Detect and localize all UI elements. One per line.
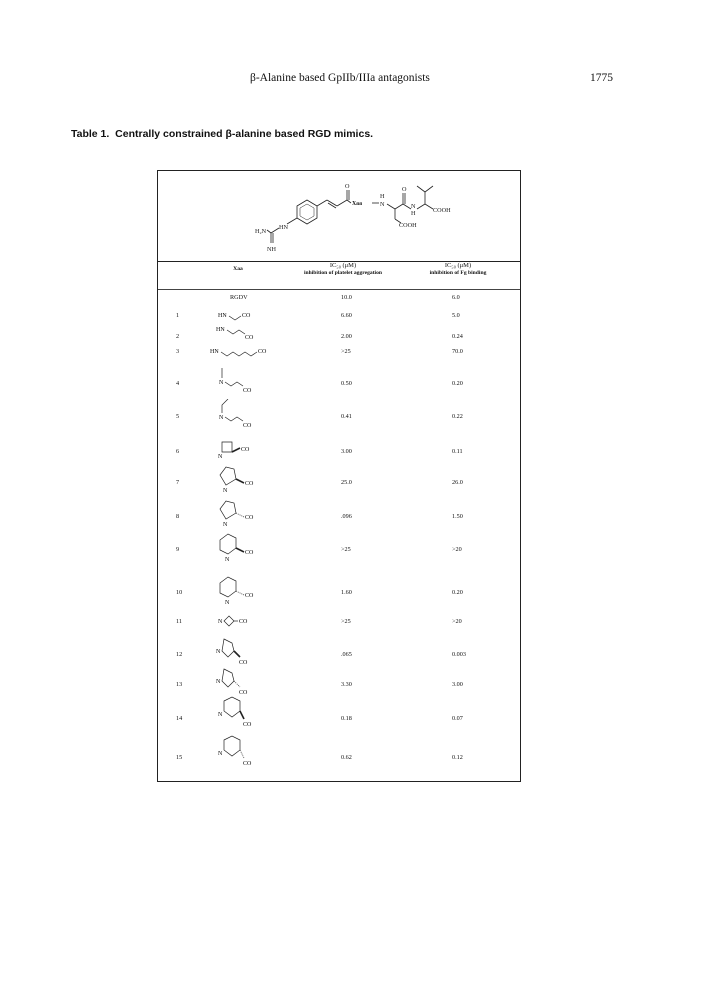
column-header-xaa (218, 266, 258, 274)
table-row (158, 546, 520, 563)
row-number: 8 (176, 513, 180, 520)
row-platelet: 3.00 (341, 448, 352, 455)
column-header-fg-title: IC₅₀ (μM) (444, 262, 472, 269)
svg-text:N: N (218, 454, 223, 460)
row-platelet: 0.41 (341, 413, 352, 420)
row-number: 2 (176, 333, 180, 340)
scaffold-n-bottom: N (411, 203, 416, 210)
svg-text:N: N (223, 488, 228, 494)
table-row (158, 448, 520, 460)
svg-text:CO: CO (243, 388, 252, 394)
xaa-structure-14 (198, 695, 278, 735)
table-rule-header (158, 289, 520, 290)
scaffold-h-bottom: H (411, 210, 416, 217)
row-fg: 0.12 (452, 754, 463, 761)
table-row (158, 712, 520, 728)
row-platelet: 10.0 (341, 294, 352, 301)
svg-text:N: N (219, 380, 224, 386)
row-number: 5 (176, 413, 180, 420)
svg-text:CO: CO (243, 423, 252, 429)
row-fg: 0.07 (452, 715, 463, 722)
table-caption-label: Table 1. (71, 128, 110, 140)
svg-text:CO: CO (245, 335, 254, 341)
svg-text:N: N (225, 557, 230, 563)
xaa-structure-6 (198, 438, 278, 464)
row-number: 7 (176, 479, 180, 486)
row-number: 1 (176, 312, 180, 319)
table-row (158, 679, 520, 696)
svg-text:CO: CO (242, 313, 251, 319)
row-fg: 0.24 (452, 333, 463, 340)
row-xaa: RGDV (230, 294, 248, 301)
xaa-structure-5 (198, 399, 278, 433)
column-header-fg (408, 262, 508, 277)
svg-text:CO: CO (243, 761, 252, 767)
svg-text:N: N (216, 679, 221, 685)
row-number: 15 (176, 754, 183, 761)
table-row (158, 380, 520, 392)
row-fg: 70.0 (452, 348, 463, 355)
scaffold-hn: HN (279, 224, 288, 231)
row-platelet: .096 (341, 513, 352, 520)
row-platelet: 3.30 (341, 681, 352, 688)
row-number: 13 (176, 681, 183, 688)
column-header-platelet (288, 262, 398, 277)
xaa-structure-7 (198, 465, 278, 499)
row-number: 9 (176, 546, 180, 553)
column-header-fg-sub: inhibition of Fg binding (429, 269, 487, 276)
scaffold-n-top: N (380, 201, 385, 208)
table-row (158, 413, 520, 429)
row-platelet: 2.00 (341, 333, 352, 340)
svg-text:HN: HN (218, 313, 227, 319)
row-number: 6 (176, 448, 180, 455)
row-fg: 0.11 (452, 448, 463, 455)
row-platelet: 1.60 (341, 589, 352, 596)
svg-text:CO: CO (239, 690, 248, 696)
xaa-structure-10 (198, 573, 278, 613)
scaffold-o2: O (402, 186, 407, 193)
xaa-structure-8 (198, 499, 278, 533)
xaa-structure-9 (198, 530, 278, 570)
svg-text:CO: CO (239, 619, 248, 625)
xaa-structure-2 (198, 323, 278, 345)
svg-text:N: N (218, 751, 223, 757)
row-fg: 3.00 (452, 681, 463, 688)
table-row (158, 589, 520, 606)
svg-text:HN: HN (210, 349, 219, 355)
svg-text:N: N (219, 415, 224, 421)
svg-text:CO: CO (245, 550, 254, 556)
table-row (158, 348, 520, 360)
row-fg: 26.0 (452, 479, 463, 486)
row-fg: 0.22 (452, 413, 463, 420)
row-number: 4 (176, 380, 180, 387)
row-fg: >20 (452, 618, 462, 625)
xaa-structure-3 (198, 344, 288, 362)
svg-text:N: N (223, 522, 228, 528)
row-platelet: 0.50 (341, 380, 352, 387)
row-platelet: 25.0 (341, 479, 352, 486)
svg-text:CO: CO (245, 481, 254, 487)
xaa-structure-15 (198, 734, 278, 774)
row-fg: 5.0 (452, 312, 460, 319)
svg-text:CO: CO (245, 593, 254, 599)
column-header-xaa-label: Xaa (233, 266, 243, 272)
xaa-structure-4 (198, 366, 278, 396)
row-number: 3 (176, 348, 180, 355)
row-platelet: 0.18 (341, 715, 352, 722)
row-platelet: >25 (341, 348, 351, 355)
row-fg: 0.20 (452, 380, 463, 387)
svg-text:N: N (218, 712, 223, 718)
row-number: 11 (176, 618, 182, 625)
svg-text:N: N (225, 600, 230, 606)
table-caption-text: Centrally constrained β-alanine based RGD mimics. (115, 128, 374, 140)
running-header (0, 72, 711, 90)
svg-text:CO: CO (243, 722, 252, 728)
table-row (158, 649, 520, 666)
row-platelet: >25 (341, 618, 351, 625)
row-number: 14 (176, 715, 183, 722)
svg-text:CO: CO (245, 515, 254, 521)
table-caption (71, 128, 373, 140)
table-row (158, 479, 520, 494)
row-platelet: 0.62 (341, 754, 352, 761)
table-row (158, 618, 520, 630)
svg-text:N: N (218, 619, 223, 625)
scaffold-xaa: Xaa (352, 201, 362, 207)
svg-text:CO: CO (239, 660, 248, 666)
row-platelet: .065 (341, 651, 352, 658)
row-fg: 0.20 (452, 589, 463, 596)
table-row (158, 294, 520, 306)
scaffold-h2n: H₂N (255, 228, 267, 235)
xaa-structure-11 (198, 612, 278, 634)
scaffold-cooh-right: COOH (433, 207, 451, 214)
row-fg: 6.0 (452, 294, 460, 301)
scaffold-h-top: H (380, 193, 385, 200)
svg-text:HN: HN (216, 327, 225, 333)
table-row (158, 513, 520, 528)
row-number: 10 (176, 589, 183, 596)
row-platelet: >25 (341, 546, 351, 553)
svg-text:N: N (216, 649, 221, 655)
xaa-structure-12 (198, 637, 278, 671)
scaffold-nh: NH (267, 246, 276, 253)
column-header-platelet-sub: inhibition of platelet aggregation (303, 269, 383, 276)
row-fg: 0.003 (452, 651, 466, 658)
scaffold-o1: O (345, 183, 350, 190)
table-row (158, 751, 520, 767)
row-fg: >20 (452, 546, 462, 553)
svg-text:CO: CO (241, 447, 250, 453)
page-number: 1775 (590, 72, 613, 84)
row-platelet: 6.60 (341, 312, 352, 319)
data-table (157, 170, 521, 782)
column-header-platelet-title: IC₅₀ (μM) (329, 262, 357, 269)
scaffold-structure (158, 171, 522, 261)
row-number: 12 (176, 651, 183, 658)
svg-text:CO: CO (258, 349, 267, 355)
scaffold-cooh-bottom: COOH (399, 222, 417, 229)
running-title: β-Alanine based GpIIb/IIIa antagonists (250, 72, 430, 84)
row-fg: 1.50 (452, 513, 463, 520)
